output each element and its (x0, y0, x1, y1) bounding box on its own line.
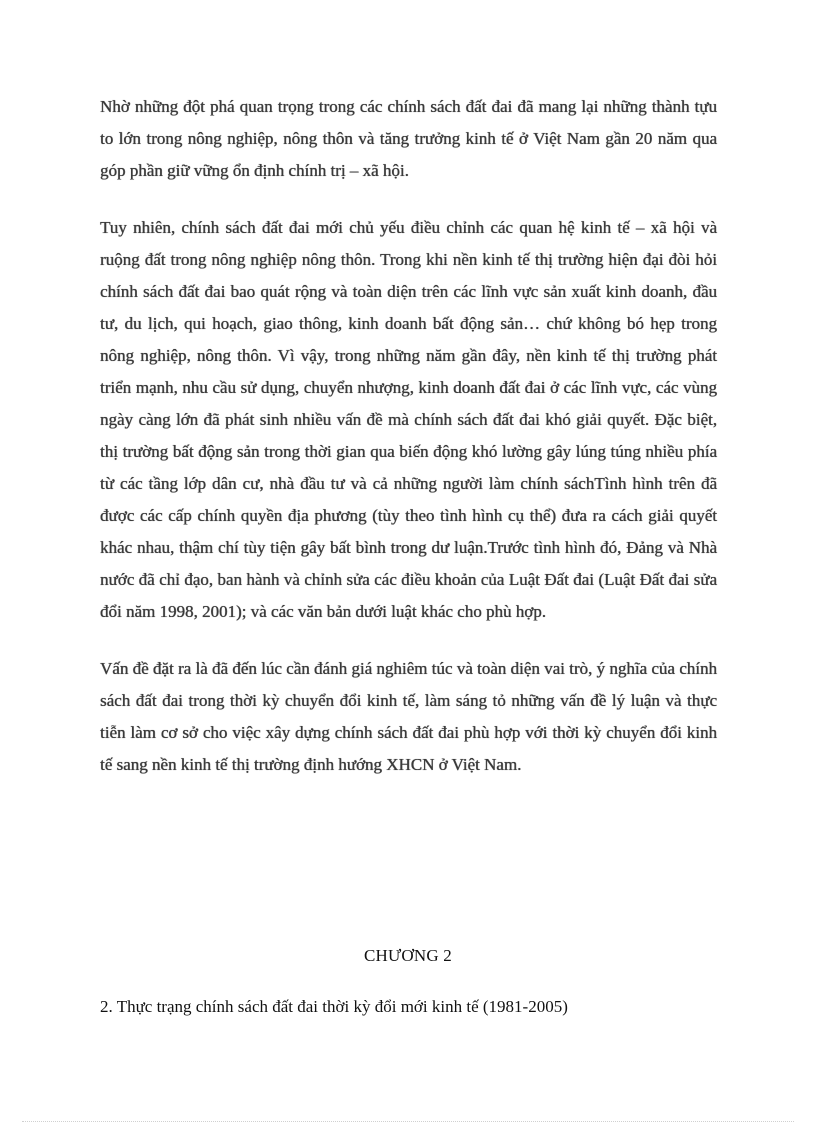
section-title: 2. Thực trạng chính sách đất đai thời kỳ đổi mới kinh tế (1981-2005) (100, 997, 568, 1016)
paragraph-intro: Nhờ những đột phá quan trọng trong các chính sách đất đai đã mang lại những thành tựu to lớn trong nông nghiệp, nông thôn và tăng trưởng kinh tế ở Việt Nam gần 20 năm qua góp phần giữ vững ổn định chính trị – xã hội. (100, 97, 717, 180)
page-bottom-divider (22, 1121, 794, 1122)
chapter-title: CHƯƠNG 2 (364, 946, 452, 965)
paragraph-problem-statement: Vấn đề đặt ra là đã đến lúc cần đánh giá nghiêm túc và toàn diện vai trò, ý nghĩa của chính sách đất đai trong thời kỳ chuyển đổi kinh tế, làm sáng tỏ những vấn đề lý luận và thực tiễn làm cơ sở cho việc xây dựng chính sách đất đai phù hợp với thời kỳ chuyển đổi kinh tế sang nền kinh tế thị trường định hướng XHCN ở Việt Nam. (100, 659, 717, 774)
document-body (100, 91, 717, 781)
paragraph-land-policy-issues: Tuy nhiên, chính sách đất đai mới chủ yếu điều chỉnh các quan hệ kinh tế – xã hội và ruộng đất trong nông nghiệp nông thôn. Trong khi nền kinh tế thị trường hiện đại đòi hỏi chính sách đất đai bao quát rộng và toàn diện trên các lĩnh vực sản xuất kinh doanh, đầu tư, du lịch, qui hoạch, giao thông, kinh doanh bất động sản… chứ không bó hẹp trong nông nghiệp, nông thôn. Vì vậy, trong những năm gần đây, nền kinh tế thị trường phát triển mạnh, nhu cầu sử dụng, chuyển nhượng, kinh doanh đất đai ở các lĩnh vực, các vùng ngày càng lớn đã phát sinh nhiều vấn đề mà chính sách đất đai khó giải quyết. Đặc biệt, thị trường bất động sản trong thời gian qua biến động khó lường gây lúng túng nhiều phía từ các tầng lớp dân cư, nhà đầu tư và cả những người làm chính sáchTình hình trên đã được các cấp chính quyền địa phương (tùy theo tình hình cụ thể) đưa ra cách giải quyết khác nhau, thậm chí tùy tiện gây bất bình trong dư luận.Trước tình hình đó, Đảng và Nhà nước đã chỉ đạo, ban hành và chỉnh sửa các điều khoản của Luật Đất đai (Luật Đất đai sửa đổi năm 1998, 2001); và các văn bản dưới luật khác cho phù hợp. (100, 218, 717, 621)
